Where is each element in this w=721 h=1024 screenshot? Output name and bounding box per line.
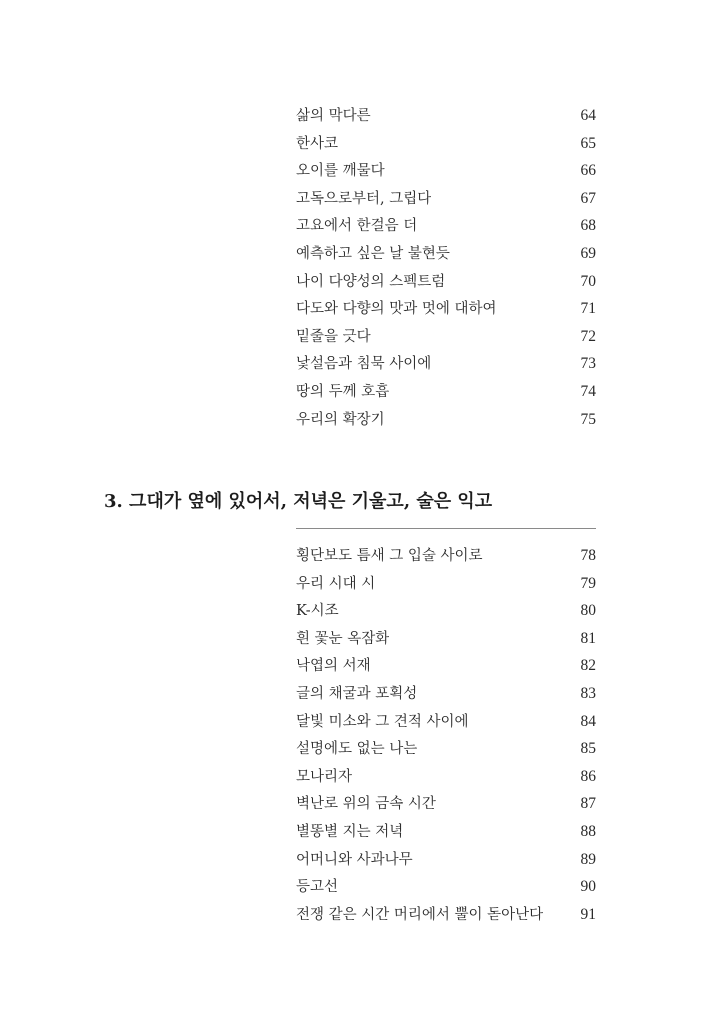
toc-entry-title: 삶의 막다른 [296, 108, 371, 124]
toc-entry-title: 설명에도 없는 나는 [296, 741, 418, 758]
toc-entry-title: 우리의 확장기 [296, 411, 385, 428]
toc-entry-title: 전쟁 같은 시간 머리에서 뿔이 돋아난다 [296, 906, 544, 923]
toc-entry-title: 다도와 다향의 맛과 멋에 대하여 [296, 301, 497, 318]
toc-entry-page: 74 [580, 382, 596, 400]
toc-entry-title: 고독으로부터, 그립다 [296, 190, 432, 207]
toc-entry-page: 83 [580, 684, 596, 702]
toc-entry-title: 흰 꽃눈 옥잠화 [296, 630, 390, 647]
toc-entry[interactable] [296, 130, 596, 158]
toc-entry-page: 73 [580, 355, 596, 373]
toc-entry[interactable] [296, 185, 596, 213]
toc-entry[interactable] [296, 157, 596, 185]
toc-entry-page: 66 [580, 162, 596, 180]
toc-entry-page: 65 [580, 134, 596, 152]
toc-entry-title: 밑줄을 긋다 [296, 328, 371, 345]
toc-entry[interactable] [296, 323, 596, 351]
toc-entry[interactable] [296, 597, 596, 625]
toc-entry[interactable] [296, 625, 596, 653]
toc-entry[interactable] [296, 350, 596, 378]
toc-entry-page: 80 [580, 602, 596, 620]
section-heading: 3. 그대가 옆에 있어서, 저녁은 기울고, 술은 익고 [104, 491, 493, 512]
toc-entry[interactable] [296, 846, 596, 874]
toc-entry-page: 78 [580, 547, 596, 564]
toc-entry[interactable] [296, 406, 596, 434]
toc-entry-title: 땅의 두께 호흡 [296, 383, 390, 400]
toc-entry[interactable] [296, 735, 596, 763]
toc-entry-page: 67 [580, 189, 596, 207]
toc-entry-page: 87 [580, 795, 596, 813]
toc-entry-page: 90 [580, 878, 596, 896]
toc-entry[interactable] [296, 240, 596, 268]
toc-entry[interactable] [296, 680, 596, 708]
toc-entry-title: 글의 채굴과 포획성 [296, 685, 418, 702]
toc-entry-title: 한사코 [296, 135, 339, 152]
toc-entry-title: 어머니와 사과나무 [296, 851, 413, 868]
toc-entry-page: 79 [580, 574, 596, 592]
toc-entry-page: 75 [580, 410, 596, 428]
section-divider [296, 528, 596, 529]
toc-entry-page: 84 [580, 712, 596, 730]
toc-entry[interactable] [296, 378, 596, 406]
toc-entry-title: 고요에서 한걸음 더 [296, 218, 418, 235]
toc-entry-title: 모나리자 [296, 768, 353, 785]
toc-entry-page: 91 [580, 905, 596, 923]
toc-list-section-3 [296, 542, 596, 928]
toc-entry-page: 85 [580, 740, 596, 758]
toc-entry[interactable] [296, 542, 596, 570]
toc-entry[interactable] [296, 295, 596, 323]
toc-entry[interactable] [296, 268, 596, 296]
toc-entry[interactable] [296, 102, 596, 130]
toc-entry[interactable] [296, 652, 596, 680]
toc-list-section-2 [296, 102, 596, 433]
toc-entry-page: 69 [580, 244, 596, 262]
toc-entry-title: 낙엽의 서재 [296, 658, 371, 675]
toc-entry-page: 72 [580, 327, 596, 345]
toc-entry-page: 86 [580, 767, 596, 785]
toc-entry[interactable] [296, 570, 596, 598]
toc-entry-page: 70 [580, 272, 596, 290]
toc-entry[interactable] [296, 818, 596, 846]
toc-entry-page: 88 [580, 822, 596, 840]
toc-entry[interactable] [296, 212, 596, 240]
toc-entry-title: 등고선 [296, 879, 339, 896]
toc-entry-page: 82 [580, 657, 596, 675]
toc-entry[interactable] [296, 901, 596, 929]
toc-entry-title: 오이를 깨물다 [296, 163, 385, 180]
toc-entry-title: 횡단보도 틈새 그 입술 사이로 [296, 548, 483, 564]
toc-entry[interactable] [296, 708, 596, 736]
toc-entry-title: 달빛 미소와 그 견적 사이에 [296, 713, 469, 730]
toc-entry-title: 낯설음과 침묵 사이에 [296, 356, 432, 373]
toc-entry-page: 71 [580, 300, 596, 318]
toc-entry[interactable] [296, 763, 596, 791]
toc-entry-title: K-시조 [296, 603, 339, 620]
toc-entry[interactable] [296, 790, 596, 818]
toc-entry[interactable] [296, 873, 596, 901]
toc-entry-page: 64 [580, 107, 596, 124]
toc-entry-title: 우리 시대 시 [296, 575, 376, 592]
toc-entry-title: 예측하고 싶은 날 불현듯 [296, 245, 450, 262]
toc-entry-page: 81 [580, 629, 596, 647]
toc-entry-title: 나이 다양성의 스펙트럼 [296, 273, 446, 290]
toc-entry-title: 별똥별 지는 저녁 [296, 823, 404, 840]
toc-entry-title: 벽난로 위의 금속 시간 [296, 796, 436, 813]
toc-entry-page: 68 [580, 217, 596, 235]
toc-entry-page: 89 [580, 850, 596, 868]
